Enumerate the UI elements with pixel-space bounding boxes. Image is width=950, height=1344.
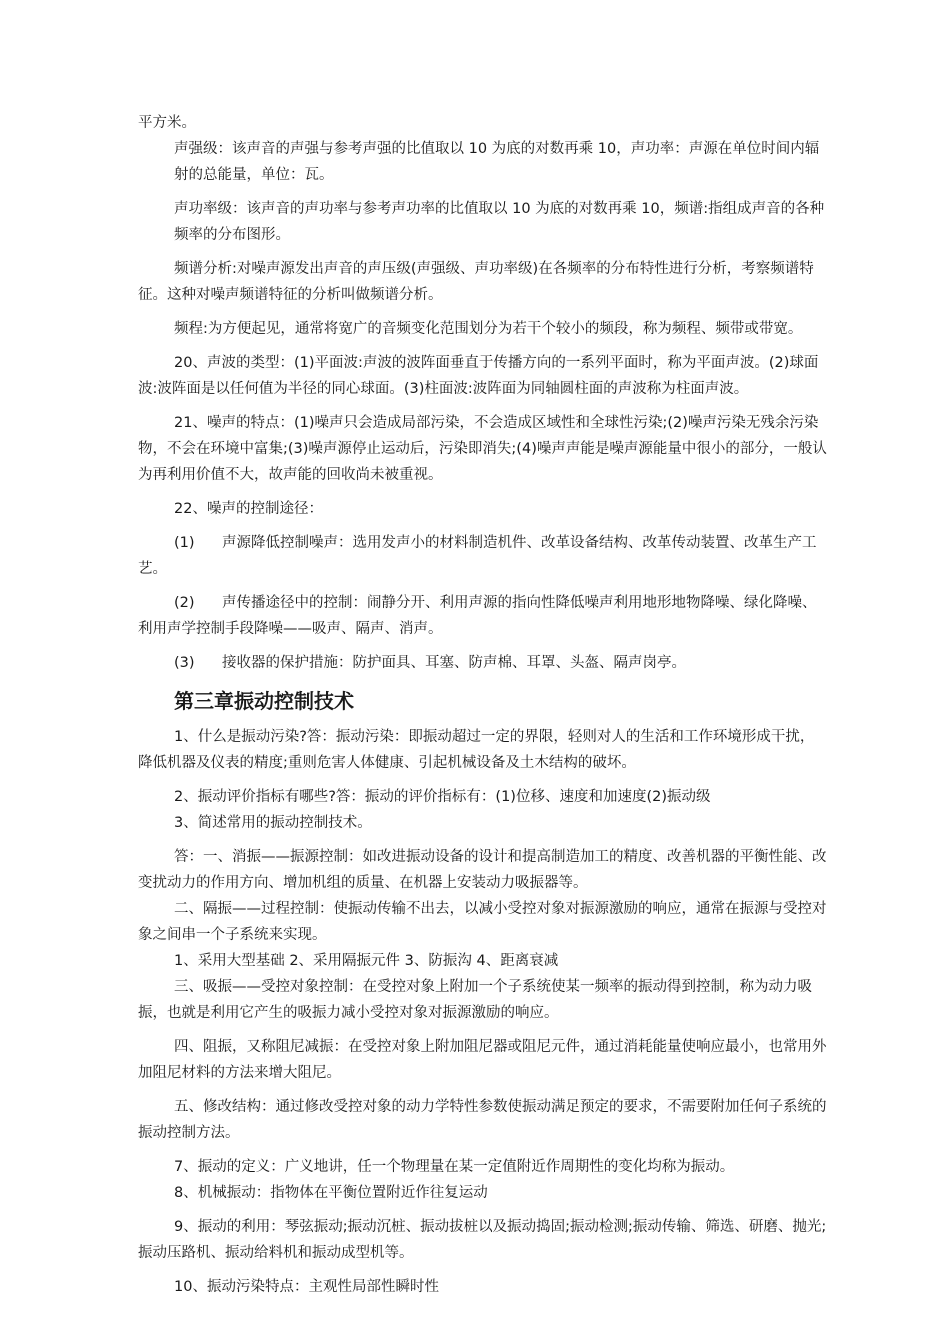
list-item	[138, 590, 828, 642]
paragraph: 声功率级：该声音的声功率与参考声功率的比值取以 10 为底的对数再乘 10，频谱:指组成声音的各种频率的分布图形。	[174, 201, 825, 243]
paragraph: 1、什么是振动污染?答：振动污染：即振动超过一定的界限，轻则对人的生活和工作环境形成干扰，降低机器及仪表的精度;重则危害人体健康、引起机械设备及土木结构的破坏。	[138, 729, 815, 771]
chapter-heading: 第三章振动控制技术	[174, 689, 354, 713]
paragraph: 1、采用大型基础 2、采用隔振元件 3、防振沟 4、距离衰减	[174, 953, 559, 969]
list-text: 接收器的保护措施：防护面具、耳塞、防声棉、耳罩、头盔、隔声岗亭。	[222, 655, 686, 671]
paragraph: 二、隔振——过程控制：使振动传输不出去，以减小受控对象对振源激励的响应，通常在振源与受控对象之间串一个子系统来实现。	[138, 901, 827, 943]
list-text: 声传播途径中的控制：闹静分开、利用声源的指向性降低噪声利用地形地物降噪、绿化降噪、利用声学控制手段降噪——吸声、隔声、消声。	[138, 595, 817, 637]
list-text: 声源降低控制噪声：选用发声小的材料制造机件、改革设备结构、改革传动装置、改革生产工艺。	[138, 535, 817, 577]
paragraph: 频程:为方便起见，通常将宽广的音频变化范围划分为若干个较小的频段，称为频程、频带或带宽。	[174, 321, 803, 337]
list-number: (1)	[174, 535, 195, 551]
paragraph: 2、振动评价指标有哪些?答：振动的评价指标有：(1)位移、速度和加速度(2)振动级	[174, 789, 711, 805]
paragraph: 10、振动污染特点：主观性局部性瞬时性	[174, 1279, 439, 1295]
paragraph: 3、简述常用的振动控制技术。	[174, 815, 372, 831]
list-number: (3)	[174, 655, 195, 671]
paragraph: 频谱分析:对噪声源发出声音的声压级(声强级、声功率级)在各频率的分布特性进行分析，考察频谱特征。这种对噪声频谱特征的分析叫做频谱分析。	[138, 261, 814, 303]
paragraph: 7、振动的定义：广义地讲，任一个物理量在某一定值附近作周期性的变化均称为振动。	[174, 1159, 735, 1175]
document-body	[138, 110, 828, 1300]
list-number: (2)	[174, 595, 195, 611]
paragraph: 8、机械振动：指物体在平衡位置附近作往复运动	[174, 1185, 488, 1201]
paragraph: 9、振动的利用：琴弦振动;振动沉桩、振动拔桩以及振动捣固;振动检测;振动传输、筛选、研磨、抛光;振动压路机、振动给料机和振动成型机等。	[138, 1219, 827, 1261]
list-item	[138, 650, 828, 676]
list-item	[138, 530, 828, 582]
paragraph: 20、声波的类型：(1)平面波:声波的波阵面垂直于传播方向的一系列平面时，称为平面声波。(2)球面波:波阵面是以任何值为半径的同心球面。(3)柱面波:波阵面为同轴圆柱面的声波称为柱面声波。	[138, 355, 819, 397]
paragraph: 21、噪声的特点：(1)噪声只会造成局部污染，不会造成区域性和全球性污染;(2)噪声污染无残余污染物，不会在环境中富集;(3)噪声源停止运动后，污染即消失;(4)噪声声能是噪声源能量中很小的部分，一般认为再利用价值不大，故声能的回收尚未被重视。	[138, 415, 827, 483]
paragraph: 平方米。	[138, 115, 196, 131]
paragraph: 五、修改结构：通过修改受控对象的动力学特性参数使振动满足预定的要求，不需要附加任何子系统的振动控制方法。	[138, 1099, 827, 1141]
paragraph: 四、阻振，又称阻尼减振：在受控对象上附加阻尼器或阻尼元件，通过消耗能量使响应最小，也常用外加阻尼材料的方法来增大阻尼。	[138, 1039, 827, 1081]
paragraph: 答：一、消振——振源控制：如改进振动设备的设计和提高制造加工的精度、改善机器的平衡性能、改变扰动力的作用方向、增加机组的质量、在机器上安装动力吸振器等。	[138, 849, 827, 891]
paragraph: 22、噪声的控制途径：	[174, 501, 323, 517]
paragraph: 三、吸振——受控对象控制：在受控对象上附加一个子系统使某一频率的振动得到控制，称为动力吸振，也就是利用它产生的吸振力减小受控对象对振源激励的响应。	[138, 979, 812, 1021]
paragraph: 声强级：该声音的声强与参考声强的比值取以 10 为底的对数再乘 10，声功率：声源在单位时间内辐射的总能量，单位：瓦。	[174, 141, 820, 183]
